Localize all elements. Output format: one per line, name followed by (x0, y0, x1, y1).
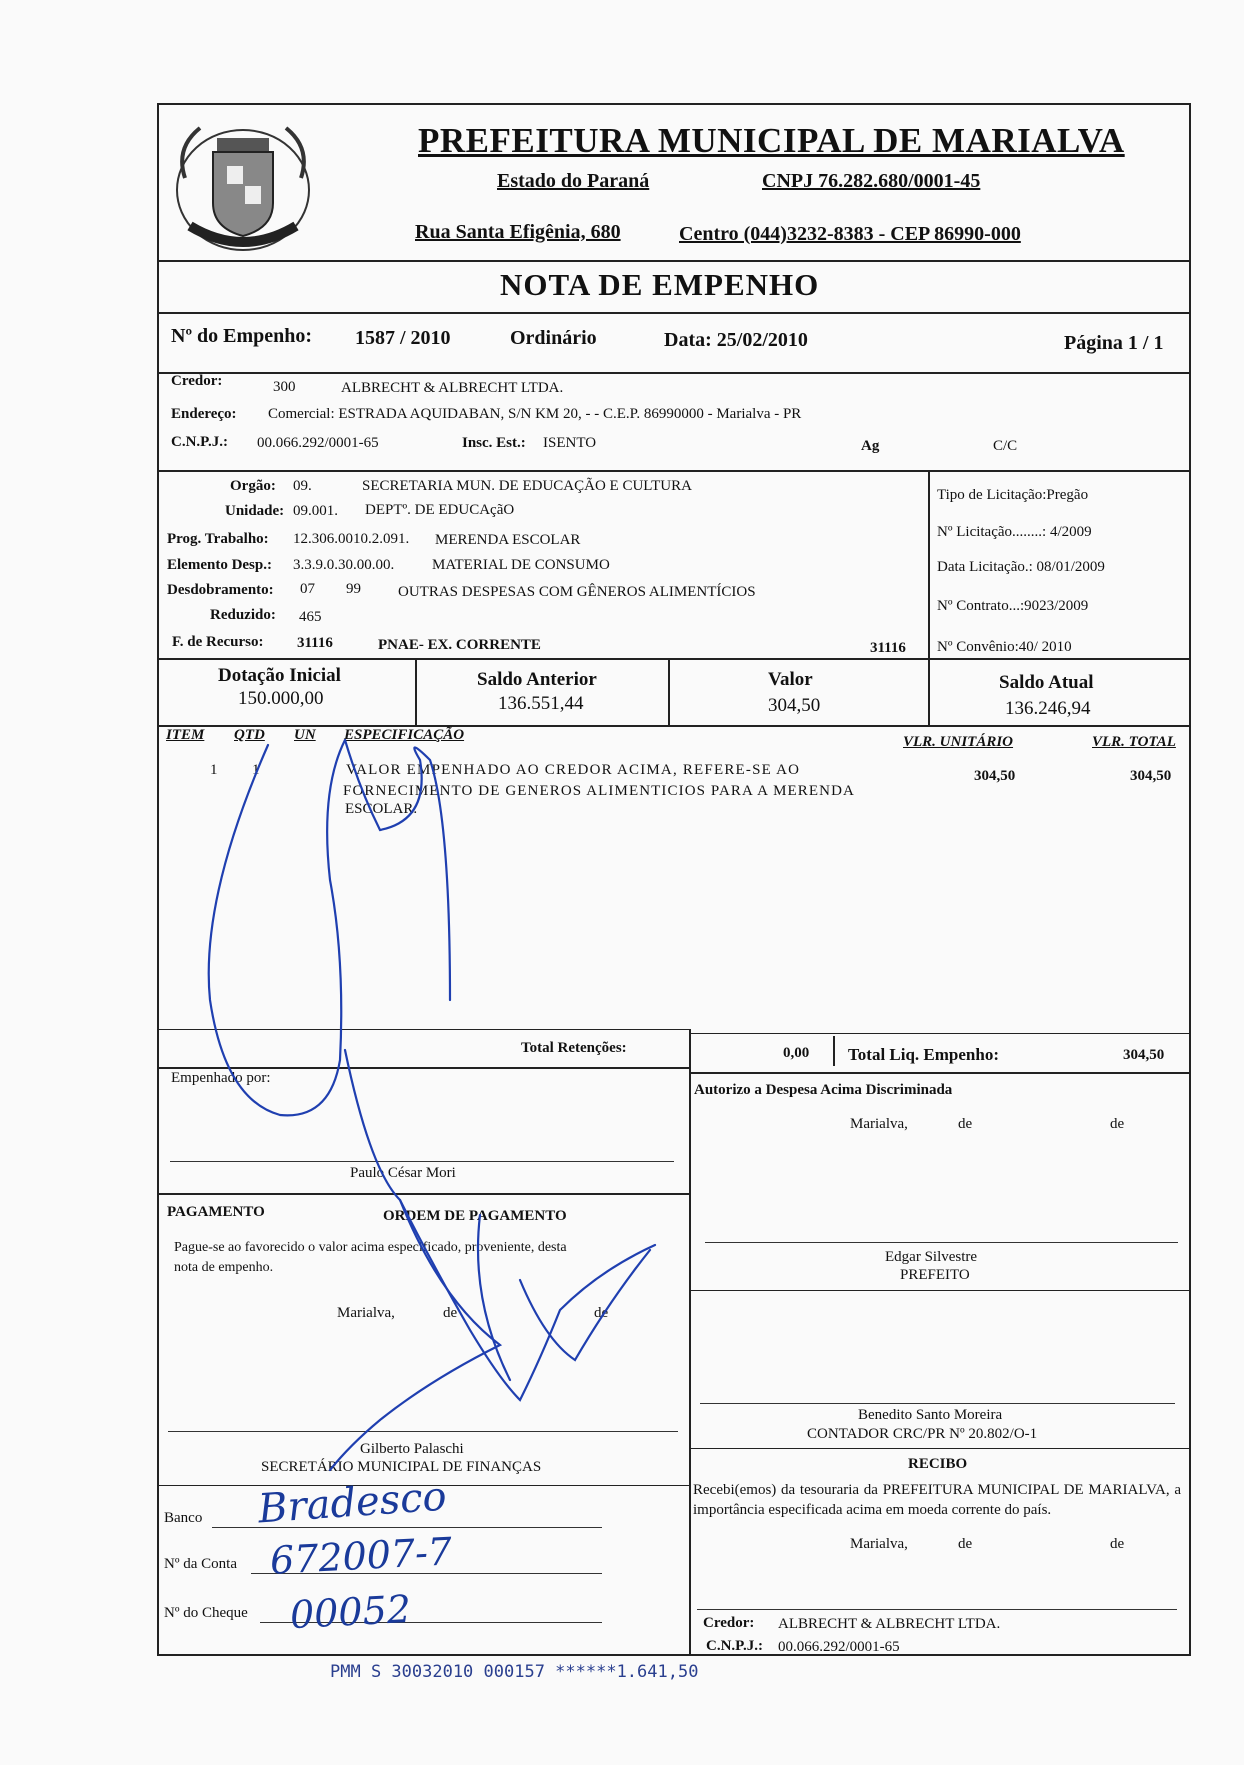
saldo-atual-label: Saldo Atual (999, 672, 1094, 693)
convenio-number: Nº Convênio:40/ 2010 (937, 639, 1072, 655)
recibo-text: Recebi(emos) da tesouraria da PREFEITURA MUNICIPAL DE MARIALVA, a importância especificada acima em moeda corrente do país. (693, 1482, 1181, 1518)
recibo-credor-label: Credor: (703, 1615, 755, 1631)
licitacao-date: Data Licitação.: 08/01/2009 (937, 559, 1105, 575)
prefeito-role: PREFEITO (900, 1267, 970, 1283)
recibo-de2: de (1110, 1536, 1125, 1552)
ordem-pagamento-label: ORDEM DE PAGAMENTO (383, 1208, 567, 1224)
col-espec: ESPECIFICAÇÃO (344, 727, 465, 743)
retencoes-value: 0,00 (783, 1045, 810, 1061)
item-desc-line1: VALOR EMPENHADO AO CREDOR ACIMA, REFERE-SE AO (346, 762, 801, 778)
desdobramento-name: OUTRAS DESPESAS COM GÊNEROS ALIMENTÍCIOS (398, 584, 756, 600)
credor-address: Comercial: ESTRADA AQUIDABAN, S/N KM 20, - - C.E.P. 86990000 - Marialva - PR (268, 406, 802, 422)
secretario-name: Gilberto Palaschi (360, 1441, 464, 1457)
empenho-number: 1587 / 2010 (355, 327, 451, 349)
pagamento-label: PAGAMENTO (167, 1204, 265, 1220)
recibo-title: RECIBO (908, 1456, 968, 1472)
recibo-credor-name: ALBRECHT & ALBRECHT LTDA. (778, 1616, 1001, 1632)
credor-label: Credor: (171, 373, 223, 389)
contact-address: Centro (044)3232-8383 - CEP 86990-000 (679, 223, 1021, 245)
page-number: Página 1 / 1 (1064, 332, 1164, 354)
empenho-number-label: Nº do Empenho: (171, 325, 313, 347)
prefeito-name: Edgar Silvestre (885, 1249, 978, 1265)
recibo-cnpj: 00.066.292/0001-65 (778, 1639, 900, 1655)
retencoes-label: Total Retenções: (521, 1040, 627, 1056)
municipality-title: PREFEITURA MUNICIPAL DE MARIALVA (418, 121, 1125, 160)
state-name: Estado do Paraná (497, 170, 650, 192)
autorizo-city: Marialva, (850, 1116, 908, 1132)
col-qtd: QTD (234, 727, 265, 743)
cheque-handwritten: 00052 (288, 1586, 412, 1638)
credor-code: 300 (273, 379, 296, 395)
account-label: C/C (993, 438, 1018, 454)
recurso-code: 31116 (297, 635, 333, 651)
dotacao-label: Dotação Inicial (218, 665, 341, 686)
empenhado-signer: Paulo César Mori (350, 1165, 456, 1181)
pagamento-de1: de (443, 1305, 458, 1321)
municipality-cnpj: CNPJ 76.282.680/0001-45 (762, 170, 981, 192)
saldo-atual-value: 136.246,94 (1005, 698, 1091, 719)
autorizo-title: Autorizo a Despesa Acima Discriminada (694, 1082, 953, 1098)
desdobramento-code2: 99 (346, 581, 361, 597)
empenho-date: Data: 25/02/2010 (664, 329, 808, 351)
banco-handwritten: Bradesco (256, 1473, 449, 1533)
contract-number: Nº Contrato...:9023/2009 (937, 598, 1089, 614)
cheque-label: Nº do Cheque (164, 1605, 248, 1621)
desdobramento-label: Desdobramento: (167, 582, 274, 598)
item-number: 1 (210, 762, 218, 778)
secretario-role: SECRETÁRIO MUNICIPAL DE FINANÇAS (261, 1459, 542, 1475)
insc-label: Insc. Est.: (462, 435, 526, 451)
orgao-name: SECRETARIA MUN. DE EDUCAÇÃO E CULTURA (362, 478, 692, 494)
item-qtd: 1 (252, 762, 260, 778)
unidade-name: DEPTº. DE EDUCAçãO (365, 502, 515, 518)
street-address: Rua Santa Efigênia, 680 (415, 221, 621, 243)
credor-name: ALBRECHT & ALBRECHT LTDA. (341, 380, 564, 396)
elemento-name: MATERIAL DE CONSUMO (432, 557, 610, 573)
saldo-anterior-label: Saldo Anterior (477, 669, 597, 690)
orgao-code: 09. (293, 478, 312, 494)
payment-stamp: PMM S 30032010 000157 ******1.641,50 (330, 1662, 699, 1682)
liq-empenho-value: 304,50 (1123, 1047, 1165, 1063)
conta-handwritten: 672007-7 (268, 1529, 454, 1583)
desdobramento-code1: 07 (300, 581, 315, 597)
banco-label: Banco (164, 1510, 203, 1526)
pagamento-text2: nota de empenho. (174, 1260, 274, 1275)
valor-label: Valor (768, 669, 813, 690)
cnpj-label: C.N.P.J.: (171, 434, 228, 450)
col-vlr-total: VLR. TOTAL (1092, 734, 1176, 750)
dotacao-value: 150.000,00 (238, 688, 324, 709)
agency-label: Ag (861, 438, 880, 454)
recibo-cnpj-label: C.N.P.J.: (706, 1638, 763, 1654)
item-desc-line2: FORNECIMENTO DE GENEROS ALIMENTICIOS PARA A MERENDA (343, 783, 855, 799)
contador-role: CONTADOR CRC/PR Nº 20.802/O-1 (807, 1426, 1038, 1442)
valor-value: 304,50 (768, 695, 821, 716)
reduzido-value: 465 (299, 609, 322, 625)
document-title: NOTA DE EMPENHO (500, 267, 820, 302)
item-vlr-unit: 304,50 (974, 768, 1016, 784)
item-desc-line3: ESCOLAR. (345, 801, 418, 817)
empenho-type: Ordinário (510, 327, 597, 349)
address-label: Endereço: (171, 406, 237, 422)
recibo-city: Marialva, (850, 1536, 908, 1552)
unidade-label: Unidade: (225, 503, 285, 519)
elemento-label: Elemento Desp.: (167, 557, 272, 573)
col-item: ITEM (166, 727, 205, 743)
prog-name: MERENDA ESCOLAR (435, 532, 581, 548)
prog-label: Prog. Trabalho: (167, 531, 269, 547)
item-vlr-total: 304,50 (1130, 768, 1172, 784)
licitacao-type: Tipo de Licitação:Pregão (937, 487, 1089, 503)
liq-empenho-label: Total Liq. Empenho: (848, 1045, 999, 1064)
recibo-de1: de (958, 1536, 973, 1552)
prog-code: 12.306.0010.2.091. (293, 531, 410, 547)
saldo-anterior-value: 136.551,44 (498, 693, 584, 714)
empenhado-label: Empenhado por: (171, 1070, 271, 1086)
col-un: UN (294, 727, 316, 743)
pagamento-city: Marialva, (337, 1305, 395, 1321)
elemento-code: 3.3.9.0.30.00.00. (293, 557, 395, 573)
credor-cnpj: 00.066.292/0001-65 (257, 435, 379, 451)
recurso-label: F. de Recurso: (172, 634, 264, 650)
autorizo-de2: de (1110, 1116, 1125, 1132)
orgao-label: Orgão: (230, 478, 276, 494)
unidade-code: 09.001. (293, 503, 338, 519)
pagamento-text1: Pague-se ao favorecido o valor acima especificado, proveniente, desta (174, 1240, 567, 1255)
reduzido-label: Reduzido: (210, 607, 276, 623)
autorizo-de1: de (958, 1116, 973, 1132)
pagamento-de2: de (594, 1305, 609, 1321)
contador-name: Benedito Santo Moreira (858, 1407, 1003, 1423)
recurso-code-2: 31116 (870, 640, 906, 656)
licitacao-number: Nº Licitação........: 4/2009 (937, 524, 1092, 540)
col-vlr-unit: VLR. UNITÁRIO (903, 734, 1014, 750)
conta-label: Nº da Conta (164, 1556, 237, 1572)
insc-value: ISENTO (543, 435, 597, 451)
recurso-name: PNAE- EX. CORRENTE (378, 637, 541, 653)
